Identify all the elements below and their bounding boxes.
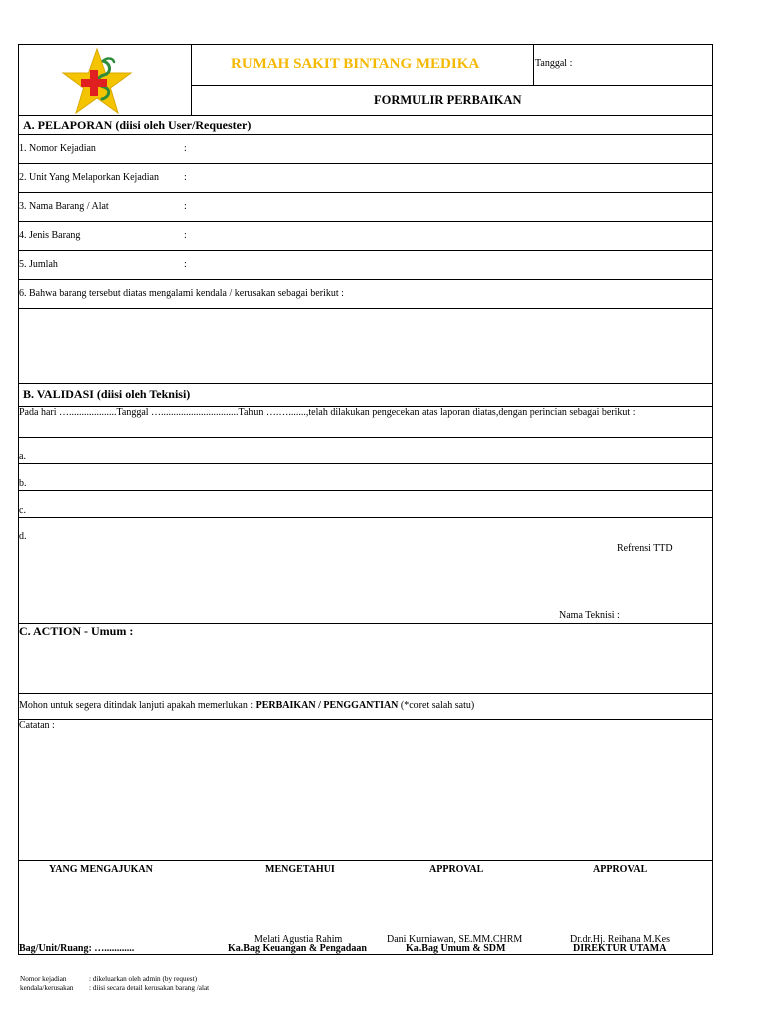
section-line bbox=[19, 383, 712, 384]
signature-top-line bbox=[19, 860, 712, 861]
validation-intro: Pada hari …...................Tanggal …...............................Tahun ….….......,telah dilakukan pengecekan atas laporan diatas,dengan perincian sebagai berikut : bbox=[19, 407, 636, 418]
signature-title-approval-1: APPROVAL bbox=[429, 864, 484, 875]
action-request-prefix: Mohon untuk segera ditindak lanjuti apakah memerlukan : bbox=[19, 700, 256, 711]
row-line bbox=[19, 517, 712, 518]
submitter-unit-field: Bag/Unit/Ruang: …............ bbox=[19, 943, 135, 954]
field-label-reporting-unit: 2. Unit Yang Melaporkan Kejadian bbox=[19, 172, 159, 183]
field-label-quantity: 5. Jumlah bbox=[19, 259, 58, 270]
action-request-options: PERBAIKAN / PENGGANTIAN bbox=[255, 700, 399, 711]
signatory-role-general: Ka.Bag Umum & SDM bbox=[406, 943, 506, 954]
detail-item-d: d. bbox=[19, 531, 27, 542]
field-label-item-name: 3. Nama Barang / Alat bbox=[19, 201, 109, 212]
signatory-role-director: DIREKTUR UTAMA bbox=[573, 943, 667, 954]
field-separator: : bbox=[184, 201, 187, 212]
signature-reference: Refrensi TTD bbox=[617, 543, 673, 554]
row-line bbox=[19, 463, 712, 464]
field-separator: : bbox=[184, 143, 187, 154]
notes-label: Catatan : bbox=[19, 720, 55, 731]
detail-item-b: b. bbox=[19, 478, 27, 489]
signature-title-submitter: YANG MENGAJUKAN bbox=[49, 864, 153, 875]
section-b-title: B. VALIDASI (diisi oleh Teknisi) bbox=[23, 387, 191, 401]
row-line bbox=[19, 490, 712, 491]
action-request-note: (*coret salah satu) bbox=[398, 700, 475, 711]
footnote-term: Nomor kejadian bbox=[20, 975, 67, 983]
date-divider bbox=[533, 45, 534, 85]
footnote-description: : diisi secara detail kerusakan barang /alat bbox=[89, 984, 210, 992]
row-line bbox=[19, 134, 712, 135]
field-separator: : bbox=[184, 259, 187, 270]
signature-title-approval-2: APPROVAL bbox=[593, 864, 648, 875]
logo-divider bbox=[191, 45, 192, 115]
date-label: Tanggal : bbox=[535, 58, 573, 69]
signatory-name-finance: Melati Agustia Rahim bbox=[254, 934, 343, 945]
hospital-name: RUMAH SAKIT BINTANG MEDIKA bbox=[231, 56, 480, 72]
row-line bbox=[19, 250, 712, 251]
field-label-item-type: 4. Jenis Barang bbox=[19, 230, 81, 241]
row-line bbox=[19, 279, 712, 280]
action-request bbox=[19, 700, 474, 712]
row-line bbox=[19, 693, 712, 694]
field-separator: : bbox=[184, 230, 187, 241]
signatory-role-finance: Ka.Bag Keuangan & Pengadaan bbox=[228, 943, 367, 954]
signature-title-acknowledged: MENGETAHUI bbox=[265, 864, 335, 875]
section-c-title: C. ACTION - Umum : bbox=[19, 624, 134, 638]
footnote-term: kendala/kerusakan bbox=[20, 984, 74, 992]
title-divider bbox=[191, 85, 712, 86]
form-title: FORMULIR PERBAIKAN bbox=[374, 93, 522, 107]
star-cross-logo-icon bbox=[59, 47, 135, 115]
signatory-name-general: Dani Kurniawan, SE.MM.CHRM bbox=[387, 934, 523, 945]
field-label-incident-number: 1. Nomor Kejadian bbox=[19, 143, 96, 154]
footnote-description: : dikeluarkan oleh admin (by request) bbox=[89, 975, 197, 983]
technician-name-label: Nama Teknisi : bbox=[559, 610, 620, 621]
detail-item-a: a. bbox=[19, 451, 26, 462]
damage-statement: 6. Bahwa barang tersebut diatas mengalami kendala / kerusakan sebagai berikut : bbox=[19, 288, 344, 299]
row-line bbox=[19, 221, 712, 222]
section-a-title: A. PELAPORAN (diisi oleh User/Requester) bbox=[23, 118, 252, 132]
field-separator: : bbox=[184, 172, 187, 183]
signatory-name-director: Dr.dr.Hj. Reihana M.Kes bbox=[570, 934, 670, 945]
row-line bbox=[19, 719, 712, 720]
repair-form bbox=[18, 44, 713, 955]
row-line bbox=[19, 308, 712, 309]
row-line bbox=[19, 437, 712, 438]
detail-item-c: c. bbox=[19, 505, 26, 516]
row-line bbox=[19, 192, 712, 193]
header-bottom-line bbox=[19, 115, 712, 116]
row-line bbox=[19, 163, 712, 164]
